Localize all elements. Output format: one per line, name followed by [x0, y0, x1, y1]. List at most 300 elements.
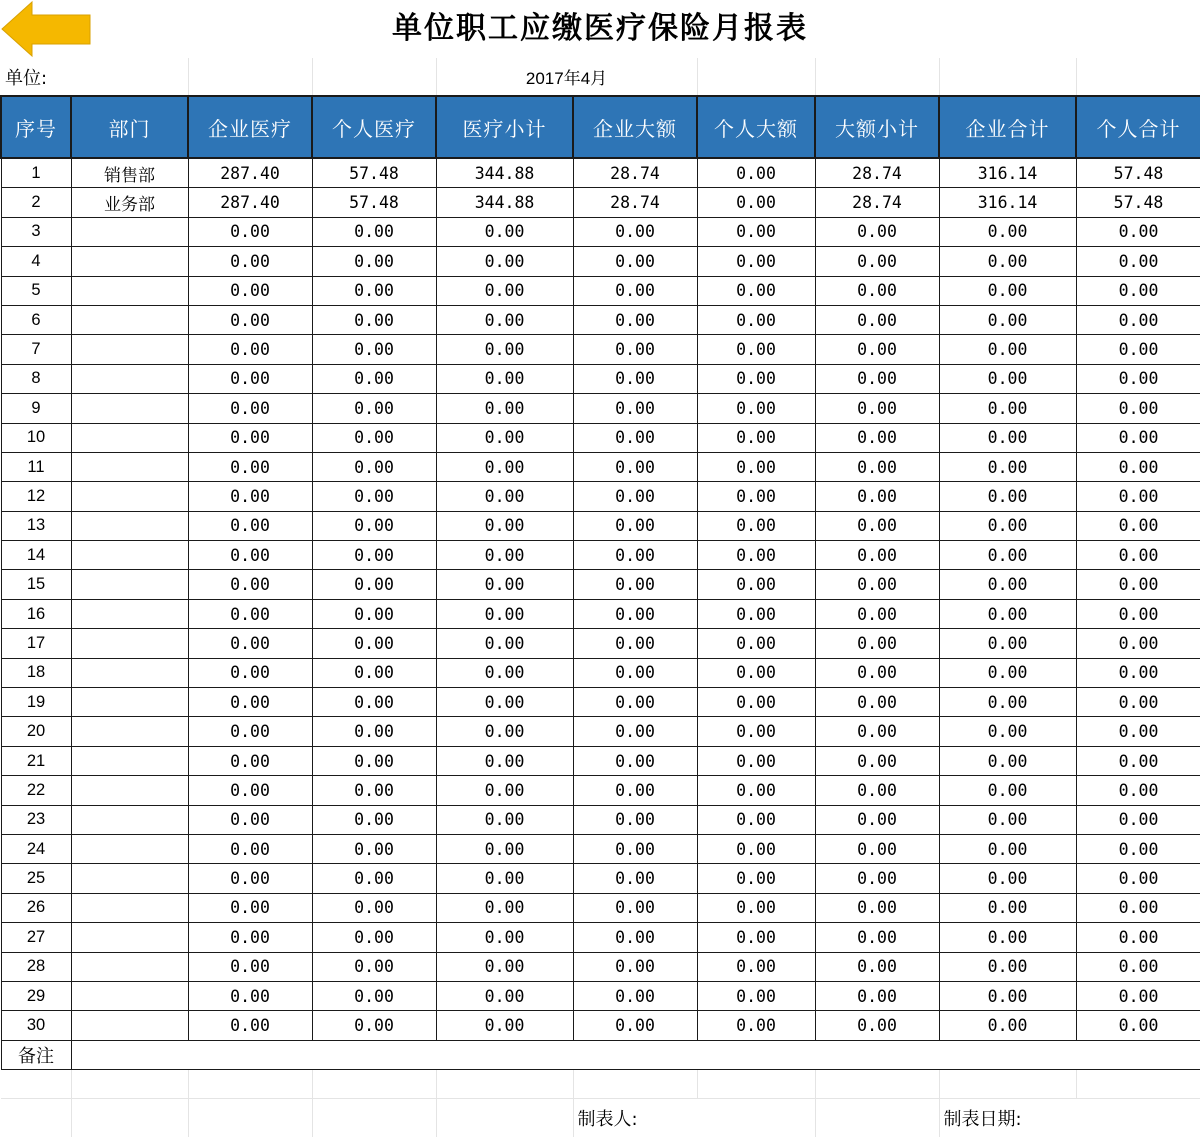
amount-cell[interactable]: 57.48 [1076, 158, 1200, 188]
row-index-cell[interactable]: 5 [1, 276, 71, 305]
row-index-cell[interactable]: 24 [1, 834, 71, 863]
cell[interactable] [697, 58, 815, 96]
amount-cell[interactable]: 0.00 [188, 452, 312, 481]
amount-cell[interactable]: 0.00 [939, 658, 1076, 687]
amount-cell[interactable]: 0.00 [815, 952, 939, 981]
amount-cell[interactable]: 0.00 [436, 776, 573, 805]
department-cell[interactable] [71, 776, 188, 805]
amount-cell[interactable]: 0.00 [939, 541, 1076, 570]
amount-cell[interactable]: 0.00 [939, 776, 1076, 805]
amount-cell[interactable]: 0.00 [188, 394, 312, 423]
amount-cell[interactable]: 0.00 [436, 217, 573, 246]
amount-cell[interactable]: 0.00 [1076, 364, 1200, 393]
amount-cell[interactable]: 0.00 [697, 511, 815, 540]
cell[interactable] [312, 58, 436, 96]
amount-cell[interactable]: 0.00 [1076, 247, 1200, 276]
cell[interactable] [436, 1098, 573, 1137]
row-index-cell[interactable]: 25 [1, 864, 71, 893]
amount-cell[interactable]: 0.00 [436, 629, 573, 658]
amount-cell[interactable]: 0.00 [188, 599, 312, 628]
amount-cell[interactable]: 0.00 [436, 511, 573, 540]
amount-cell[interactable]: 0.00 [939, 805, 1076, 834]
amount-cell[interactable]: 0.00 [312, 423, 436, 452]
row-index-cell[interactable]: 19 [1, 688, 71, 717]
amount-cell[interactable]: 0.00 [697, 570, 815, 599]
amount-cell[interactable]: 0.00 [436, 1011, 573, 1040]
amount-cell[interactable]: 0.00 [697, 423, 815, 452]
amount-cell[interactable]: 0.00 [312, 717, 436, 746]
amount-cell[interactable]: 0.00 [939, 276, 1076, 305]
amount-cell[interactable]: 0.00 [1076, 629, 1200, 658]
amount-cell[interactable]: 0.00 [436, 893, 573, 922]
amount-cell[interactable]: 0.00 [697, 482, 815, 511]
department-cell[interactable] [71, 717, 188, 746]
row-index-cell[interactable]: 14 [1, 541, 71, 570]
amount-cell[interactable]: 0.00 [1076, 658, 1200, 687]
amount-cell[interactable]: 0.00 [188, 893, 312, 922]
amount-cell[interactable]: 0.00 [815, 452, 939, 481]
amount-cell[interactable]: 0.00 [939, 688, 1076, 717]
row-index-cell[interactable]: 27 [1, 923, 71, 952]
amount-cell[interactable]: 0.00 [436, 570, 573, 599]
amount-cell[interactable]: 0.00 [573, 452, 697, 481]
amount-cell[interactable]: 0.00 [312, 746, 436, 775]
amount-cell[interactable]: 0.00 [573, 658, 697, 687]
amount-cell[interactable]: 0.00 [815, 923, 939, 952]
amount-cell[interactable]: 0.00 [436, 746, 573, 775]
amount-cell[interactable]: 0.00 [939, 599, 1076, 628]
row-index-cell[interactable]: 2 [1, 188, 71, 217]
amount-cell[interactable]: 0.00 [939, 893, 1076, 922]
column-header[interactable]: 序号 [1, 96, 71, 158]
cell[interactable] [573, 1069, 697, 1098]
amount-cell[interactable]: 0.00 [436, 981, 573, 1010]
amount-cell[interactable]: 0.00 [436, 688, 573, 717]
amount-cell[interactable]: 0.00 [815, 511, 939, 540]
amount-cell[interactable]: 0.00 [939, 834, 1076, 863]
column-header[interactable]: 大额小计 [815, 96, 939, 158]
amount-cell[interactable]: 0.00 [939, 952, 1076, 981]
amount-cell[interactable]: 0.00 [436, 864, 573, 893]
amount-cell[interactable]: 0.00 [573, 717, 697, 746]
preparer-label[interactable]: 制表人: [573, 1098, 815, 1137]
amount-cell[interactable]: 0.00 [939, 305, 1076, 334]
amount-cell[interactable]: 0.00 [573, 805, 697, 834]
department-cell[interactable] [71, 541, 188, 570]
amount-cell[interactable]: 0.00 [1076, 599, 1200, 628]
row-index-cell[interactable]: 26 [1, 893, 71, 922]
amount-cell[interactable]: 0.00 [573, 217, 697, 246]
amount-cell[interactable]: 316.14 [939, 158, 1076, 188]
amount-cell[interactable]: 0.00 [188, 923, 312, 952]
amount-cell[interactable]: 0.00 [573, 511, 697, 540]
amount-cell[interactable]: 0.00 [1076, 394, 1200, 423]
amount-cell[interactable]: 0.00 [436, 394, 573, 423]
amount-cell[interactable]: 0.00 [815, 394, 939, 423]
amount-cell[interactable]: 0.00 [815, 247, 939, 276]
amount-cell[interactable]: 0.00 [1076, 423, 1200, 452]
amount-cell[interactable]: 0.00 [188, 217, 312, 246]
amount-cell[interactable]: 0.00 [815, 746, 939, 775]
amount-cell[interactable]: 0.00 [436, 834, 573, 863]
amount-cell[interactable]: 0.00 [697, 864, 815, 893]
cell[interactable] [1076, 58, 1200, 96]
column-header[interactable]: 医疗小计 [436, 96, 573, 158]
amount-cell[interactable]: 0.00 [697, 688, 815, 717]
amount-cell[interactable]: 0.00 [939, 452, 1076, 481]
amount-cell[interactable]: 0.00 [312, 599, 436, 628]
amount-cell[interactable]: 0.00 [939, 482, 1076, 511]
amount-cell[interactable]: 0.00 [436, 952, 573, 981]
amount-cell[interactable]: 0.00 [573, 570, 697, 599]
amount-cell[interactable]: 28.74 [573, 188, 697, 217]
amount-cell[interactable]: 0.00 [436, 805, 573, 834]
amount-cell[interactable]: 0.00 [188, 658, 312, 687]
report-month[interactable]: 2017年4月 [436, 58, 697, 96]
column-header[interactable]: 个人合计 [1076, 96, 1200, 158]
amount-cell[interactable]: 0.00 [1076, 570, 1200, 599]
column-header[interactable]: 企业合计 [939, 96, 1076, 158]
amount-cell[interactable]: 0.00 [573, 305, 697, 334]
amount-cell[interactable]: 0.00 [312, 217, 436, 246]
amount-cell[interactable]: 0.00 [188, 688, 312, 717]
amount-cell[interactable]: 0.00 [939, 394, 1076, 423]
amount-cell[interactable]: 0.00 [815, 364, 939, 393]
amount-cell[interactable]: 0.00 [1076, 305, 1200, 334]
department-cell[interactable] [71, 423, 188, 452]
amount-cell[interactable]: 0.00 [815, 805, 939, 834]
amount-cell[interactable]: 0.00 [312, 305, 436, 334]
amount-cell[interactable]: 0.00 [697, 923, 815, 952]
amount-cell[interactable]: 0.00 [697, 188, 815, 217]
amount-cell[interactable]: 0.00 [312, 452, 436, 481]
amount-cell[interactable]: 0.00 [697, 746, 815, 775]
amount-cell[interactable]: 0.00 [815, 335, 939, 364]
cell[interactable] [815, 58, 939, 96]
amount-cell[interactable]: 0.00 [1076, 834, 1200, 863]
amount-cell[interactable]: 0.00 [188, 834, 312, 863]
amount-cell[interactable]: 0.00 [697, 394, 815, 423]
amount-cell[interactable]: 344.88 [436, 188, 573, 217]
department-cell[interactable] [71, 952, 188, 981]
amount-cell[interactable]: 0.00 [312, 276, 436, 305]
amount-cell[interactable]: 0.00 [573, 1011, 697, 1040]
amount-cell[interactable]: 0.00 [436, 423, 573, 452]
amount-cell[interactable]: 0.00 [1076, 952, 1200, 981]
amount-cell[interactable]: 0.00 [312, 776, 436, 805]
cell[interactable] [436, 1069, 573, 1098]
amount-cell[interactable]: 0.00 [573, 599, 697, 628]
amount-cell[interactable]: 344.88 [436, 158, 573, 188]
department-cell[interactable] [71, 511, 188, 540]
amount-cell[interactable]: 0.00 [1076, 511, 1200, 540]
department-cell[interactable] [71, 864, 188, 893]
amount-cell[interactable]: 0.00 [573, 952, 697, 981]
amount-cell[interactable]: 0.00 [312, 805, 436, 834]
amount-cell[interactable]: 0.00 [188, 247, 312, 276]
amount-cell[interactable]: 0.00 [573, 629, 697, 658]
amount-cell[interactable]: 0.00 [573, 776, 697, 805]
amount-cell[interactable]: 0.00 [188, 335, 312, 364]
cell[interactable] [312, 1098, 436, 1137]
amount-cell[interactable]: 0.00 [815, 482, 939, 511]
department-cell[interactable] [71, 482, 188, 511]
amount-cell[interactable]: 0.00 [697, 599, 815, 628]
amount-cell[interactable]: 0.00 [436, 482, 573, 511]
amount-cell[interactable]: 0.00 [188, 511, 312, 540]
amount-cell[interactable]: 0.00 [436, 541, 573, 570]
amount-cell[interactable]: 0.00 [1076, 276, 1200, 305]
amount-cell[interactable]: 0.00 [188, 864, 312, 893]
row-index-cell[interactable]: 22 [1, 776, 71, 805]
row-index-cell[interactable]: 10 [1, 423, 71, 452]
amount-cell[interactable]: 0.00 [815, 981, 939, 1010]
amount-cell[interactable]: 0.00 [697, 893, 815, 922]
back-arrow-icon[interactable] [0, 0, 92, 58]
amount-cell[interactable]: 0.00 [436, 305, 573, 334]
amount-cell[interactable]: 0.00 [939, 981, 1076, 1010]
amount-cell[interactable]: 0.00 [312, 834, 436, 863]
amount-cell[interactable]: 0.00 [815, 570, 939, 599]
amount-cell[interactable]: 0.00 [436, 658, 573, 687]
amount-cell[interactable]: 0.00 [573, 834, 697, 863]
department-cell[interactable] [71, 688, 188, 717]
amount-cell[interactable]: 0.00 [697, 717, 815, 746]
amount-cell[interactable]: 0.00 [312, 364, 436, 393]
amount-cell[interactable]: 0.00 [697, 981, 815, 1010]
amount-cell[interactable]: 0.00 [1076, 805, 1200, 834]
department-cell[interactable] [71, 893, 188, 922]
amount-cell[interactable]: 0.00 [815, 541, 939, 570]
amount-cell[interactable]: 0.00 [436, 923, 573, 952]
amount-cell[interactable]: 0.00 [697, 217, 815, 246]
row-index-cell[interactable]: 30 [1, 1011, 71, 1040]
remark-field[interactable] [71, 1040, 1200, 1069]
cell[interactable] [1, 1098, 71, 1137]
department-cell[interactable] [71, 923, 188, 952]
department-cell[interactable] [71, 570, 188, 599]
amount-cell[interactable]: 0.00 [436, 717, 573, 746]
amount-cell[interactable]: 28.74 [573, 158, 697, 188]
amount-cell[interactable]: 0.00 [697, 276, 815, 305]
amount-cell[interactable]: 0.00 [697, 629, 815, 658]
amount-cell[interactable]: 0.00 [188, 423, 312, 452]
amount-cell[interactable]: 0.00 [188, 541, 312, 570]
column-header[interactable]: 个人医疗 [312, 96, 436, 158]
amount-cell[interactable]: 0.00 [697, 658, 815, 687]
row-index-cell[interactable]: 4 [1, 247, 71, 276]
amount-cell[interactable]: 0.00 [815, 423, 939, 452]
amount-cell[interactable]: 0.00 [697, 805, 815, 834]
amount-cell[interactable]: 0.00 [815, 599, 939, 628]
amount-cell[interactable]: 0.00 [697, 247, 815, 276]
amount-cell[interactable]: 0.00 [815, 305, 939, 334]
department-cell[interactable] [71, 452, 188, 481]
row-index-cell[interactable]: 18 [1, 658, 71, 687]
department-cell[interactable] [71, 217, 188, 246]
amount-cell[interactable]: 0.00 [939, 570, 1076, 599]
amount-cell[interactable]: 0.00 [312, 893, 436, 922]
cell[interactable] [188, 1069, 312, 1098]
amount-cell[interactable]: 0.00 [436, 335, 573, 364]
amount-cell[interactable]: 0.00 [1076, 541, 1200, 570]
department-cell[interactable] [71, 335, 188, 364]
amount-cell[interactable]: 0.00 [573, 364, 697, 393]
department-cell[interactable] [71, 276, 188, 305]
department-cell[interactable] [71, 834, 188, 863]
row-index-cell[interactable]: 21 [1, 746, 71, 775]
amount-cell[interactable]: 0.00 [573, 864, 697, 893]
amount-cell[interactable]: 0.00 [188, 629, 312, 658]
department-cell[interactable] [71, 305, 188, 334]
column-header[interactable]: 企业大额 [573, 96, 697, 158]
amount-cell[interactable]: 0.00 [188, 952, 312, 981]
amount-cell[interactable]: 0.00 [436, 599, 573, 628]
amount-cell[interactable]: 0.00 [312, 688, 436, 717]
amount-cell[interactable]: 0.00 [939, 629, 1076, 658]
amount-cell[interactable]: 0.00 [1076, 1011, 1200, 1040]
date-label[interactable]: 制表日期: [939, 1098, 1200, 1137]
amount-cell[interactable]: 0.00 [697, 952, 815, 981]
amount-cell[interactable]: 57.48 [312, 158, 436, 188]
amount-cell[interactable]: 0.00 [815, 629, 939, 658]
department-cell[interactable] [71, 981, 188, 1010]
amount-cell[interactable]: 0.00 [573, 247, 697, 276]
amount-cell[interactable]: 287.40 [188, 158, 312, 188]
amount-cell[interactable]: 0.00 [312, 1011, 436, 1040]
amount-cell[interactable]: 0.00 [815, 217, 939, 246]
amount-cell[interactable]: 0.00 [312, 247, 436, 276]
amount-cell[interactable]: 0.00 [1076, 452, 1200, 481]
amount-cell[interactable]: 0.00 [573, 394, 697, 423]
amount-cell[interactable]: 0.00 [573, 893, 697, 922]
department-cell[interactable]: 业务部 [71, 188, 188, 217]
amount-cell[interactable]: 0.00 [188, 746, 312, 775]
amount-cell[interactable]: 0.00 [188, 981, 312, 1010]
cell[interactable] [939, 58, 1076, 96]
amount-cell[interactable]: 316.14 [939, 188, 1076, 217]
amount-cell[interactable]: 0.00 [939, 423, 1076, 452]
amount-cell[interactable]: 0.00 [573, 276, 697, 305]
row-index-cell[interactable]: 16 [1, 599, 71, 628]
cell[interactable] [71, 1069, 188, 1098]
amount-cell[interactable]: 0.00 [312, 394, 436, 423]
department-cell[interactable] [71, 599, 188, 628]
amount-cell[interactable]: 0.00 [312, 335, 436, 364]
row-index-cell[interactable]: 3 [1, 217, 71, 246]
amount-cell[interactable]: 0.00 [939, 511, 1076, 540]
amount-cell[interactable]: 0.00 [573, 423, 697, 452]
amount-cell[interactable]: 0.00 [815, 1011, 939, 1040]
cell[interactable] [1076, 1069, 1200, 1098]
column-header[interactable]: 部门 [71, 96, 188, 158]
cell[interactable] [815, 1098, 939, 1137]
cell[interactable] [939, 1069, 1076, 1098]
row-index-cell[interactable]: 15 [1, 570, 71, 599]
amount-cell[interactable]: 0.00 [312, 482, 436, 511]
amount-cell[interactable]: 0.00 [1076, 776, 1200, 805]
amount-cell[interactable]: 0.00 [188, 305, 312, 334]
amount-cell[interactable]: 0.00 [815, 276, 939, 305]
amount-cell[interactable]: 0.00 [697, 834, 815, 863]
amount-cell[interactable]: 0.00 [697, 541, 815, 570]
amount-cell[interactable]: 57.48 [1076, 188, 1200, 217]
amount-cell[interactable]: 0.00 [436, 276, 573, 305]
amount-cell[interactable]: 0.00 [697, 452, 815, 481]
cell[interactable] [815, 1069, 939, 1098]
amount-cell[interactable]: 0.00 [573, 335, 697, 364]
amount-cell[interactable]: 0.00 [188, 776, 312, 805]
amount-cell[interactable]: 0.00 [697, 335, 815, 364]
department-cell[interactable] [71, 658, 188, 687]
amount-cell[interactable]: 0.00 [697, 776, 815, 805]
amount-cell[interactable]: 0.00 [939, 335, 1076, 364]
row-index-cell[interactable]: 9 [1, 394, 71, 423]
cell[interactable] [71, 1098, 188, 1137]
amount-cell[interactable]: 0.00 [436, 452, 573, 481]
amount-cell[interactable]: 0.00 [697, 158, 815, 188]
row-index-cell[interactable]: 6 [1, 305, 71, 334]
amount-cell[interactable]: 0.00 [312, 570, 436, 599]
amount-cell[interactable]: 28.74 [815, 188, 939, 217]
row-index-cell[interactable]: 29 [1, 981, 71, 1010]
cell[interactable] [188, 58, 312, 96]
amount-cell[interactable]: 0.00 [1076, 688, 1200, 717]
amount-cell[interactable]: 0.00 [697, 364, 815, 393]
amount-cell[interactable]: 287.40 [188, 188, 312, 217]
amount-cell[interactable]: 0.00 [312, 864, 436, 893]
amount-cell[interactable]: 0.00 [939, 364, 1076, 393]
amount-cell[interactable]: 0.00 [815, 893, 939, 922]
amount-cell[interactable]: 0.00 [188, 482, 312, 511]
row-index-cell[interactable]: 13 [1, 511, 71, 540]
row-index-cell[interactable]: 17 [1, 629, 71, 658]
unit-label[interactable]: 单位: [1, 58, 188, 96]
column-header[interactable]: 个人大额 [697, 96, 815, 158]
amount-cell[interactable]: 0.00 [573, 923, 697, 952]
row-index-cell[interactable]: 7 [1, 335, 71, 364]
department-cell[interactable] [71, 364, 188, 393]
row-index-cell[interactable]: 28 [1, 952, 71, 981]
amount-cell[interactable]: 0.00 [815, 864, 939, 893]
amount-cell[interactable]: 0.00 [573, 541, 697, 570]
amount-cell[interactable]: 0.00 [1076, 893, 1200, 922]
amount-cell[interactable]: 0.00 [573, 688, 697, 717]
amount-cell[interactable]: 0.00 [188, 717, 312, 746]
cell[interactable] [697, 1069, 815, 1098]
row-index-cell[interactable]: 23 [1, 805, 71, 834]
amount-cell[interactable]: 0.00 [573, 482, 697, 511]
cell[interactable] [312, 1069, 436, 1098]
amount-cell[interactable]: 0.00 [1076, 981, 1200, 1010]
amount-cell[interactable]: 0.00 [573, 981, 697, 1010]
row-index-cell[interactable]: 20 [1, 717, 71, 746]
amount-cell[interactable]: 0.00 [815, 717, 939, 746]
amount-cell[interactable]: 0.00 [1076, 864, 1200, 893]
amount-cell[interactable]: 0.00 [436, 364, 573, 393]
amount-cell[interactable]: 0.00 [1076, 482, 1200, 511]
amount-cell[interactable]: 0.00 [312, 923, 436, 952]
amount-cell[interactable]: 0.00 [312, 511, 436, 540]
department-cell[interactable] [71, 247, 188, 276]
amount-cell[interactable]: 0.00 [815, 658, 939, 687]
row-index-cell[interactable]: 1 [1, 158, 71, 188]
amount-cell[interactable]: 28.74 [815, 158, 939, 188]
department-cell[interactable]: 销售部 [71, 158, 188, 188]
amount-cell[interactable]: 0.00 [436, 247, 573, 276]
amount-cell[interactable]: 0.00 [1076, 217, 1200, 246]
amount-cell[interactable]: 0.00 [815, 834, 939, 863]
